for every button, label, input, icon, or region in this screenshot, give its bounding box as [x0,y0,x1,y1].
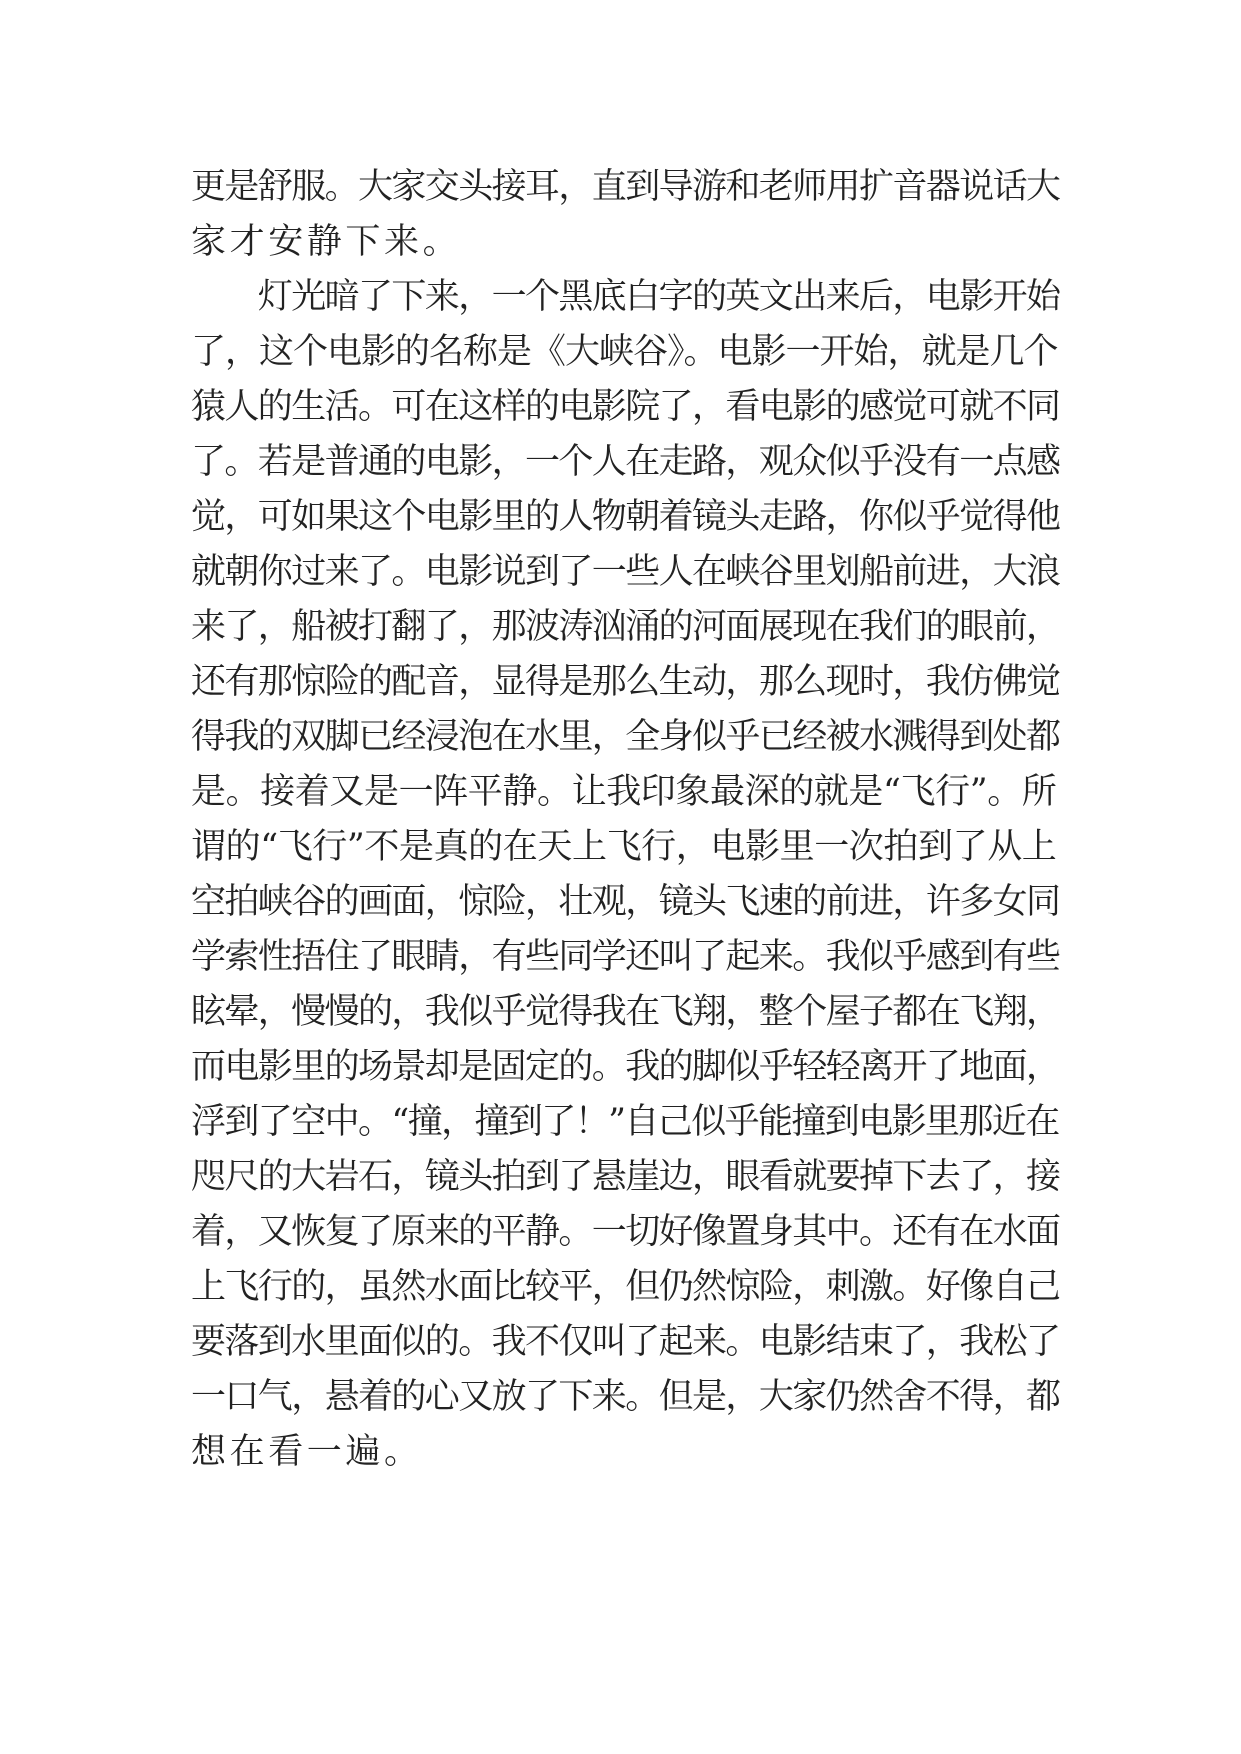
text-line: 猿人的生活。可在这样的电影院了，看电影的感觉可就不同 [191,387,1060,427]
text-line: 着，又恢复了原来的平静。一切好像置身其中。还有在水面 [191,1212,1060,1252]
text-line: 而电影里的场景却是固定的。我的脚似乎轻轻离开了地面， [191,1047,1060,1087]
body-text [191,160,1061,1480]
text-line: 是。接着又是一阵平静。让我印象最深的就是“飞行”。所 [191,772,1057,812]
text-line: 浮到了空中。“撞，撞到了！”自己似乎能撞到电影里那近在 [191,1102,1059,1142]
text-line: 上飞行的，虽然水面比较平，但仍然惊险，刺激。好像自己 [191,1267,1060,1307]
text-line: 了，这个电影的名称是《大峡谷》。电影一开始，就是几个 [191,332,1058,372]
text-line: 觉，可如果这个电影里的人物朝着镜头走路，你似乎觉得他 [191,497,1060,537]
text-line: 眩晕，慢慢的，我似乎觉得我在飞翔，整个屋子都在飞翔， [191,992,1060,1032]
text-line: 得我的双脚已经浸泡在水里，全身似乎已经被水溅得到处都 [191,717,1060,757]
text-line: 家才安静下来。 [191,222,462,262]
text-line: 还有那惊险的配音，显得是那么生动，那么现时，我仿佛觉 [191,662,1060,702]
text-line: 了。若是普通的电影，一个人在走路，观众似乎没有一点感 [191,442,1060,482]
text-line: 一口气，悬着的心又放了下来。但是，大家仍然舍不得，都 [191,1377,1060,1417]
text-line: 更是舒服。大家交头接耳，直到导游和老师用扩音器说话大 [191,167,1060,207]
text-line: 灯光暗了下来，一个黑底白字的英文出来后，电影开始 [191,277,1060,317]
text-line: 谓的“飞行”不是真的在天上飞行，电影里一次拍到了从上 [191,827,1057,867]
text-line: 来了，船被打翻了，那波涛汹涌的河面展现在我们的眼前， [191,607,1060,647]
text-line: 空拍峡谷的画面，惊险，壮观，镜头飞速的前进，许多女同 [191,882,1060,922]
text-line: 要落到水里面似的。我不仅叫了起来。电影结束了，我松了 [191,1322,1060,1362]
text-line: 学索性捂住了眼睛，有些同学还叫了起来。我似乎感到有些 [191,937,1060,977]
text-line: 就朝你过来了。电影说到了一些人在峡谷里划船前进，大浪 [191,552,1060,592]
text-line: 想在看一遍。 [191,1432,423,1472]
text-line: 咫尺的大岩石，镜头拍到了悬崖边，眼看就要掉下去了，接 [191,1157,1060,1197]
